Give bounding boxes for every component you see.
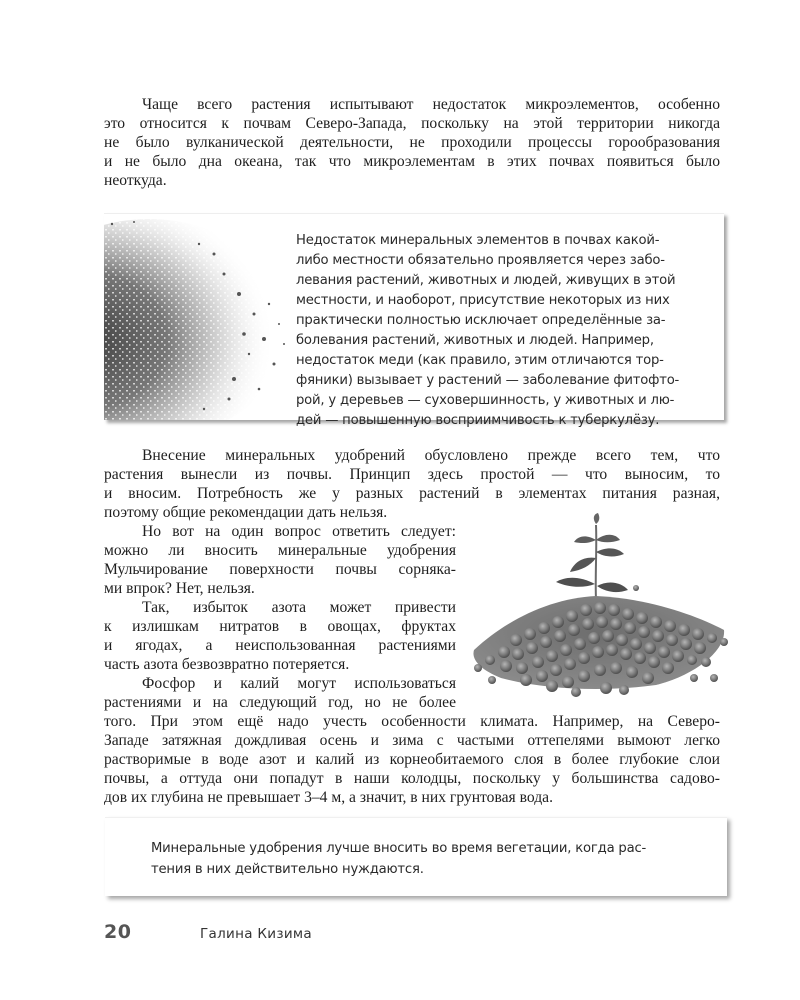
text-line: к излишкам нитратов в овощах, фруктах bbox=[104, 618, 456, 635]
text-line: местности, и наоборот, присутствие некоторых из них bbox=[296, 293, 670, 308]
text-line: болевания растений, животных и людей. Например, bbox=[296, 333, 654, 348]
text-line: либо местности обязательно проявляется через забо- bbox=[296, 253, 665, 268]
text-line: Западе затяжная дождливая осень и зима с частыми оттепелями вымоют легко bbox=[104, 732, 720, 749]
running-footer-author: Галина Кизима bbox=[200, 926, 312, 942]
scattered-mineral-particles-image bbox=[104, 214, 294, 420]
text-line: и не было дна океана, так что микроэлементам в этих почвах появиться было bbox=[104, 153, 720, 170]
text-line: и вносим. Потребность же у разных растений в элементах питания разная, bbox=[104, 485, 720, 502]
text-line: растения вынесли из почвы. Принцип здесь простой — что выносим, то bbox=[104, 466, 720, 483]
text-line: того. При этом ещё надо учесть особенности климата. Например, на Северо- bbox=[104, 713, 720, 730]
text-line: и ягодах, а неиспользованная растениями bbox=[104, 637, 456, 654]
text-line: растениями и на следующий год, но не более bbox=[104, 694, 456, 711]
text-line: тения в них действительно нуждаются. bbox=[151, 862, 424, 877]
text-line: дей — повышенную восприимчивость к туберкулёзу. bbox=[296, 413, 660, 428]
text-line: это относится к почвам Северо-Запада, поскольку на этой территории никогда bbox=[104, 115, 720, 132]
body-paragraph-4 bbox=[104, 598, 456, 674]
tip-note-box bbox=[105, 817, 727, 896]
text-line: почвы, а оттуда они попадут в наши колодцы, поскольку у большинства садово- bbox=[104, 770, 720, 787]
text-line: рой, у деревьев — суховершинность, у животных и лю- bbox=[296, 393, 675, 408]
text-line: левания растений, животных и людей, живущих в этой bbox=[296, 273, 676, 288]
text-line: дов их глубина не превышает 3–4 м, а значит, в них грунтовая вода. bbox=[104, 789, 553, 806]
text-line: часть азота безвозвратно потеряется. bbox=[104, 656, 350, 673]
text-line: ми впрок? Нет, нельзя. bbox=[104, 580, 255, 597]
body-paragraph-5-continuation bbox=[104, 712, 720, 807]
text-line: практически полностью исключает определённые за- bbox=[296, 313, 666, 328]
tip-note-text bbox=[151, 838, 711, 880]
text-line: неоткуда. bbox=[104, 172, 167, 189]
sidebar-note-text bbox=[296, 231, 702, 431]
body-paragraph-3 bbox=[104, 522, 456, 598]
text-line: не было вулканической деятельности, не проходили процессы горообразования bbox=[104, 134, 720, 151]
sidebar-note-box bbox=[104, 213, 724, 428]
text-line: Мульчирование поверхности почвы сорняка- bbox=[104, 561, 456, 578]
body-paragraph-1 bbox=[104, 95, 720, 190]
text-line: поэтому общие рекомендации дать нельзя. bbox=[104, 504, 388, 521]
text-line: Так, избыток азота может привести bbox=[142, 599, 456, 616]
text-line: Внесение минеральных удобрений обусловлено прежде всего тем, что bbox=[142, 447, 720, 464]
fertilizer-granules-with-sprout-image bbox=[456, 510, 740, 700]
text-line: можно ли вносить минеральные удобрения bbox=[104, 542, 456, 559]
text-line: Фосфор и калий могут использоваться bbox=[142, 675, 456, 692]
text-line: недостаток меди (как правило, этим отличаются тор- bbox=[296, 353, 664, 368]
text-line: фяники) вызывает у растений — заболевание фитофто- bbox=[296, 373, 680, 388]
text-line: растворимые в воде азот и калий из корнеобитаемого слоя в более глубокие слои bbox=[104, 751, 720, 768]
text-line: Но вот на один вопрос ответить следует: bbox=[142, 523, 456, 540]
page-number: 20 bbox=[104, 921, 132, 943]
body-paragraph-5 bbox=[104, 674, 456, 712]
text-line: Минеральные удобрения лучше вносить во время вегетации, когда рас- bbox=[151, 841, 647, 856]
text-line: Недостаток минеральных элементов в почвах какой- bbox=[296, 233, 660, 248]
text-line: Чаще всего растения испытывают недостаток микроэлементов, особенно bbox=[142, 96, 720, 113]
